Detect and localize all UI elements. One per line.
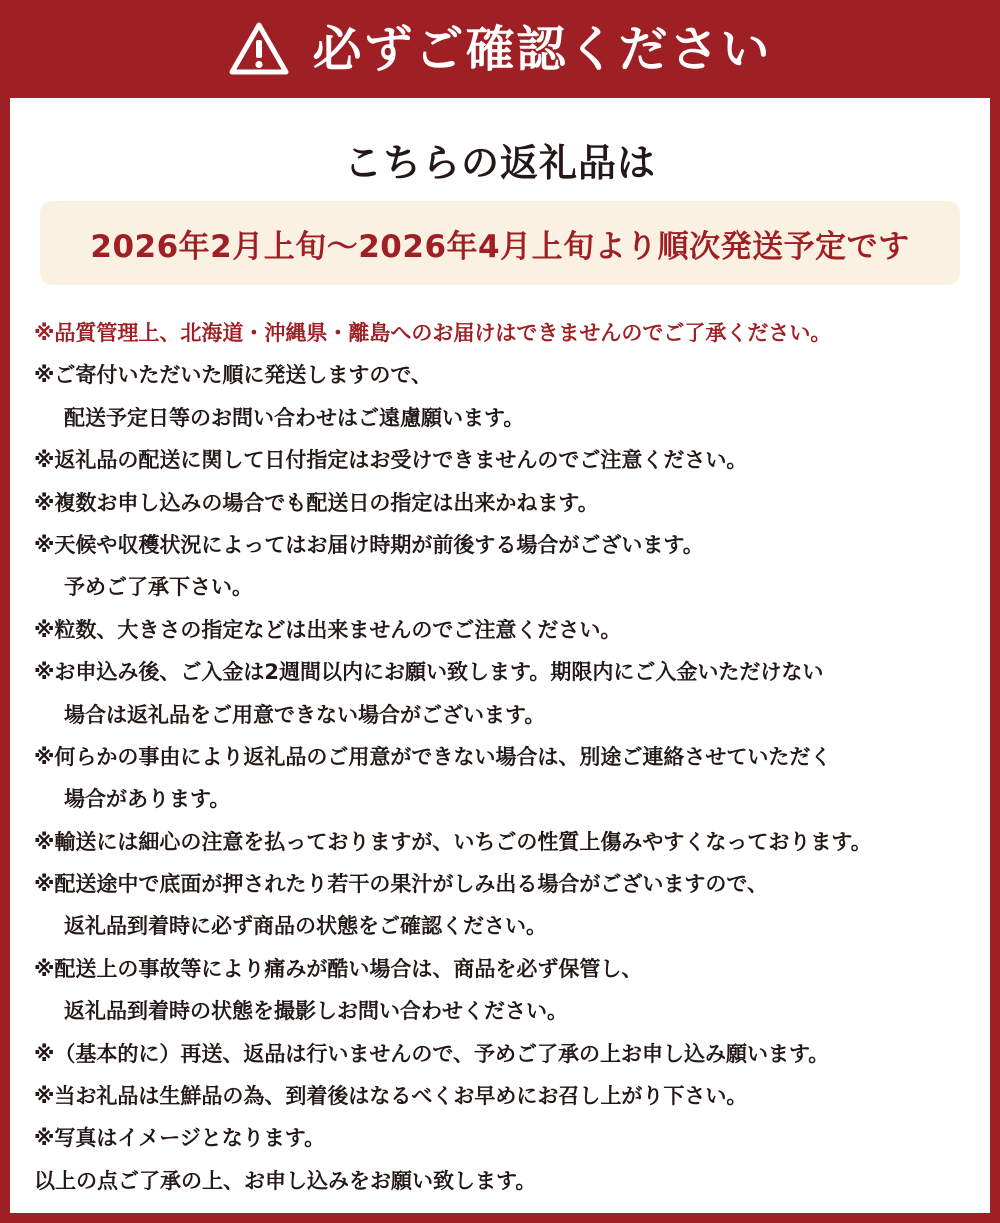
note-line: ※当お礼品は生鮮品の為、到着後はなるべくお早めにお召し上がり下さい。 <box>34 1084 748 1109</box>
shipping-schedule-box <box>40 201 960 285</box>
note-line: 場合は返礼品をご用意できない場合がございます。 <box>64 702 546 727</box>
note-line: 返礼品到着時に必ず商品の状態をご確認ください。 <box>64 914 547 939</box>
banner-content <box>228 21 771 77</box>
note-line: ※輸送には細心の注意を払っておりますが、いちごの性質上傷みやすくなっております。 <box>34 829 872 854</box>
notice-banner <box>0 0 1000 98</box>
notes-list <box>34 312 984 1202</box>
note-line: ※返礼品の配送に関して日付指定はお受けできませんのでご注意ください。 <box>34 448 748 473</box>
note-line: ※複数お申し込みの場合でも配送日の指定は出来かねます。 <box>34 490 599 515</box>
banner-title: 必ずご確認ください <box>312 20 772 78</box>
note-line: ※粒数、大きさの指定などは出来ませんのでご注意ください。 <box>34 617 622 642</box>
note-line: ※お申込み後、ご入金は2週間以内にお願い致します。期限内にご入金いただけない <box>34 660 824 685</box>
warning-triangle-icon <box>228 21 290 77</box>
note-line: ※写真はイメージとなります。 <box>34 1126 326 1151</box>
note-line: 予めご了承下さい。 <box>64 575 253 600</box>
note-line: ※ご寄付いただいた順に発送しますので、 <box>34 363 432 388</box>
note-line: 場合があります。 <box>64 787 231 812</box>
note-line: ※品質管理上、北海道・沖縄県・離島へのお届けはできませんのでご了承ください。 <box>34 321 832 345</box>
note-line: 配送予定日等のお問い合わせはご遠慮願います。 <box>64 405 525 430</box>
note-line: ※配送上の事故等により痛みが酷い場合は、商品を必ず保管し、 <box>34 956 643 981</box>
note-line: 以上の点ご了承の上、お申し込みをお願い致します。 <box>34 1168 537 1193</box>
note-line: ※配送途中で底面が押されたり若干の果汁がしみ出る場合がございますので、 <box>34 872 768 897</box>
note-line: 返礼品到着時の状態を撮影しお問い合わせください。 <box>64 999 568 1024</box>
note-line: ※何らかの事由により返礼品のご用意ができない場合は、別途ご連絡させていただく <box>34 744 832 769</box>
note-line: ※（基本的に）再送、返品は行いませんので、予めご了承の上お申し込み願います。 <box>34 1041 830 1066</box>
subtitle: こちらの返礼品は <box>343 141 656 185</box>
note-line: ※天候や収穫状況によってはお届け時期が前後する場合がございます。 <box>34 532 704 557</box>
shipping-schedule-text: 2026年2月上旬～2026年4月上旬より順次発送予定です <box>90 228 910 265</box>
